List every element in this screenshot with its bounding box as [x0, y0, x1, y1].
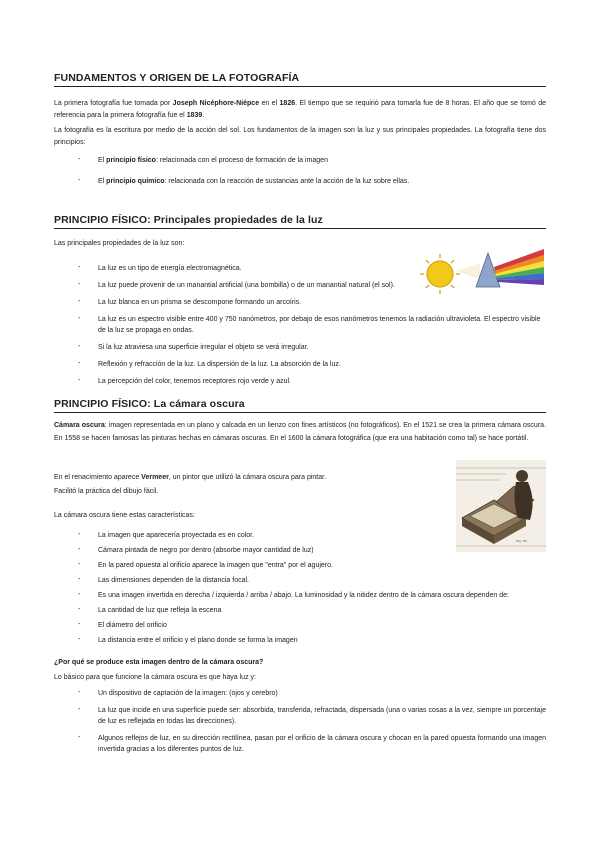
list-item: - Reflexión y refracción de la luz. La dispersión de la luz. La absorción de la luz. — [78, 359, 546, 370]
properties-list — [78, 263, 546, 393]
list-item: - La luz es un tipo de energía electromagnética. — [78, 263, 546, 274]
paragraph-camara-oscura-definicion: Cámara oscura: imagen representada en un plano y calcada en un lienzo con fines artísticos (no fotográficos). En el 1521 se crea la primera cámara oscura. En 1558 se hacen famosas las pinturas hechas en cámaras oscuras. En el 1600 la cámara fotográfica (que era una habitación como tal) se hace portátil. — [54, 422, 546, 442]
camera-requirements-list — [78, 688, 546, 761]
list-item: - El diámetro del orificio — [78, 620, 546, 631]
section-title-propiedades-luz: PRINCIPIO FÍSICO: Principales propiedades de la luz — [54, 214, 546, 229]
svg-text:Fig. 86: Fig. 86 — [516, 539, 527, 543]
paragraph-caracteristicas-intro: La cámara oscura tiene estas características: — [54, 512, 195, 519]
list-item: - La imagen que aparecería proyectada es en color. — [78, 530, 546, 541]
list-item: - La cantidad de luz que refleja la escena — [78, 605, 546, 616]
paragraph-facilito: Facilitó la práctica del dibujo fácil. — [54, 488, 159, 495]
list-item: - En la pared opuesta al orificio aparece la imagen que "entra" por el agujero. — [78, 560, 546, 571]
list-item: - Cámara pintada de negro por dentro (absorbe mayor cantidad de luz) — [78, 545, 546, 556]
list-item: - El principio químico: relacionada con la reacción de sustancias ante la acción de la luz sobre ellas. — [78, 176, 546, 187]
paragraph-propiedades-intro: Las principales propiedades de la luz son: — [54, 240, 185, 247]
svg-text:· ·: · · — [530, 246, 533, 250]
list-item: - La luz puede provenir de un manantial artificial (una bombilla) o de un manantial natural (el sol). — [78, 280, 546, 291]
list-item: - La luz que incide en una superficie puede ser: absorbida, transferida, refractada, dispersada (una o varias cosas a la vez, siempre un porcentaje de luz es reflejada en todas las direcciones). — [78, 705, 546, 727]
characteristics-list — [78, 530, 546, 650]
paragraph-fotografia-definicion: La fotografía es la escritura por medio de la acción del sol. Los fundamentos de la imagen son la luz y sus principales propiedades. La fotografía tiene dos principios: — [54, 127, 546, 146]
question-heading: ¿Por qué se produce esta imagen dentro de la cámara oscura? — [54, 659, 264, 666]
list-item: - Si la luz atraviesa una superficie irregular el objeto se verá irregular. — [78, 342, 546, 353]
list-item: - La luz es un espectro visible entre 400 y 750 nanómetros, por debajo de esos nanómetros tenemos la radiación ultravioleta. El espectro visible de la luz se propaga en ondas. — [78, 314, 546, 336]
list-item: - El principio físico: relacionada con el proceso de formación de la imagen — [78, 155, 546, 166]
svg-text:· · ·: · · · — [513, 243, 518, 247]
paragraph-question-intro: Lo básico para que funcione la cámara oscura es que haya luz y: — [54, 674, 256, 681]
paragraph-vermeer: En el renacimiento aparece Vermeer, un pintor que utilizó la cámara oscura para pintar. — [54, 474, 327, 481]
list-item: - Un dispositivo de captación de la imagen: (ojos y cerebro) — [78, 688, 546, 699]
principles-list — [78, 155, 546, 193]
section-title-camara-oscura: PRINCIPIO FÍSICO: La cámara oscura — [54, 398, 546, 413]
paragraph-primera-fotografia: La primera fotografía fue tomada por Joseph Nicéphore-Niépce en el 1826. El tiempo que se requirió para tomarla fue de 8 horas. El año que se tomó de referencia para la primera fotografía fue el 1839. — [54, 100, 546, 119]
list-item: - La distancia entre el orificio y el plano donde se forma la imagen — [78, 635, 546, 646]
list-item: - La percepción del color, tenemos receptores rojo verde y azul. — [78, 376, 546, 387]
list-item: - La luz blanca en un prisma se descompone formando un arcoíris. — [78, 297, 546, 308]
list-item: - Las dimensiones dependen de la distancia focal. — [78, 575, 546, 586]
list-item: - Algunos reflejos de luz, en su dirección rectilínea, pasan por el orificio de la cámara oscura y chocan en la pared opuesta formando una imagen invertida gracias a los diferentes puntos de luz. — [78, 733, 546, 755]
svg-text:· · ·: · · · — [478, 245, 483, 249]
list-item: - Es una imagen invertida en derecha / izquierda / arriba / abajo. La luminosidad y la nitidez dentro de la cámara oscura dependen de: — [78, 590, 546, 601]
section-title-fundamentos: FUNDAMENTOS Y ORIGEN DE LA FOTOGRAFÍA — [54, 72, 546, 87]
